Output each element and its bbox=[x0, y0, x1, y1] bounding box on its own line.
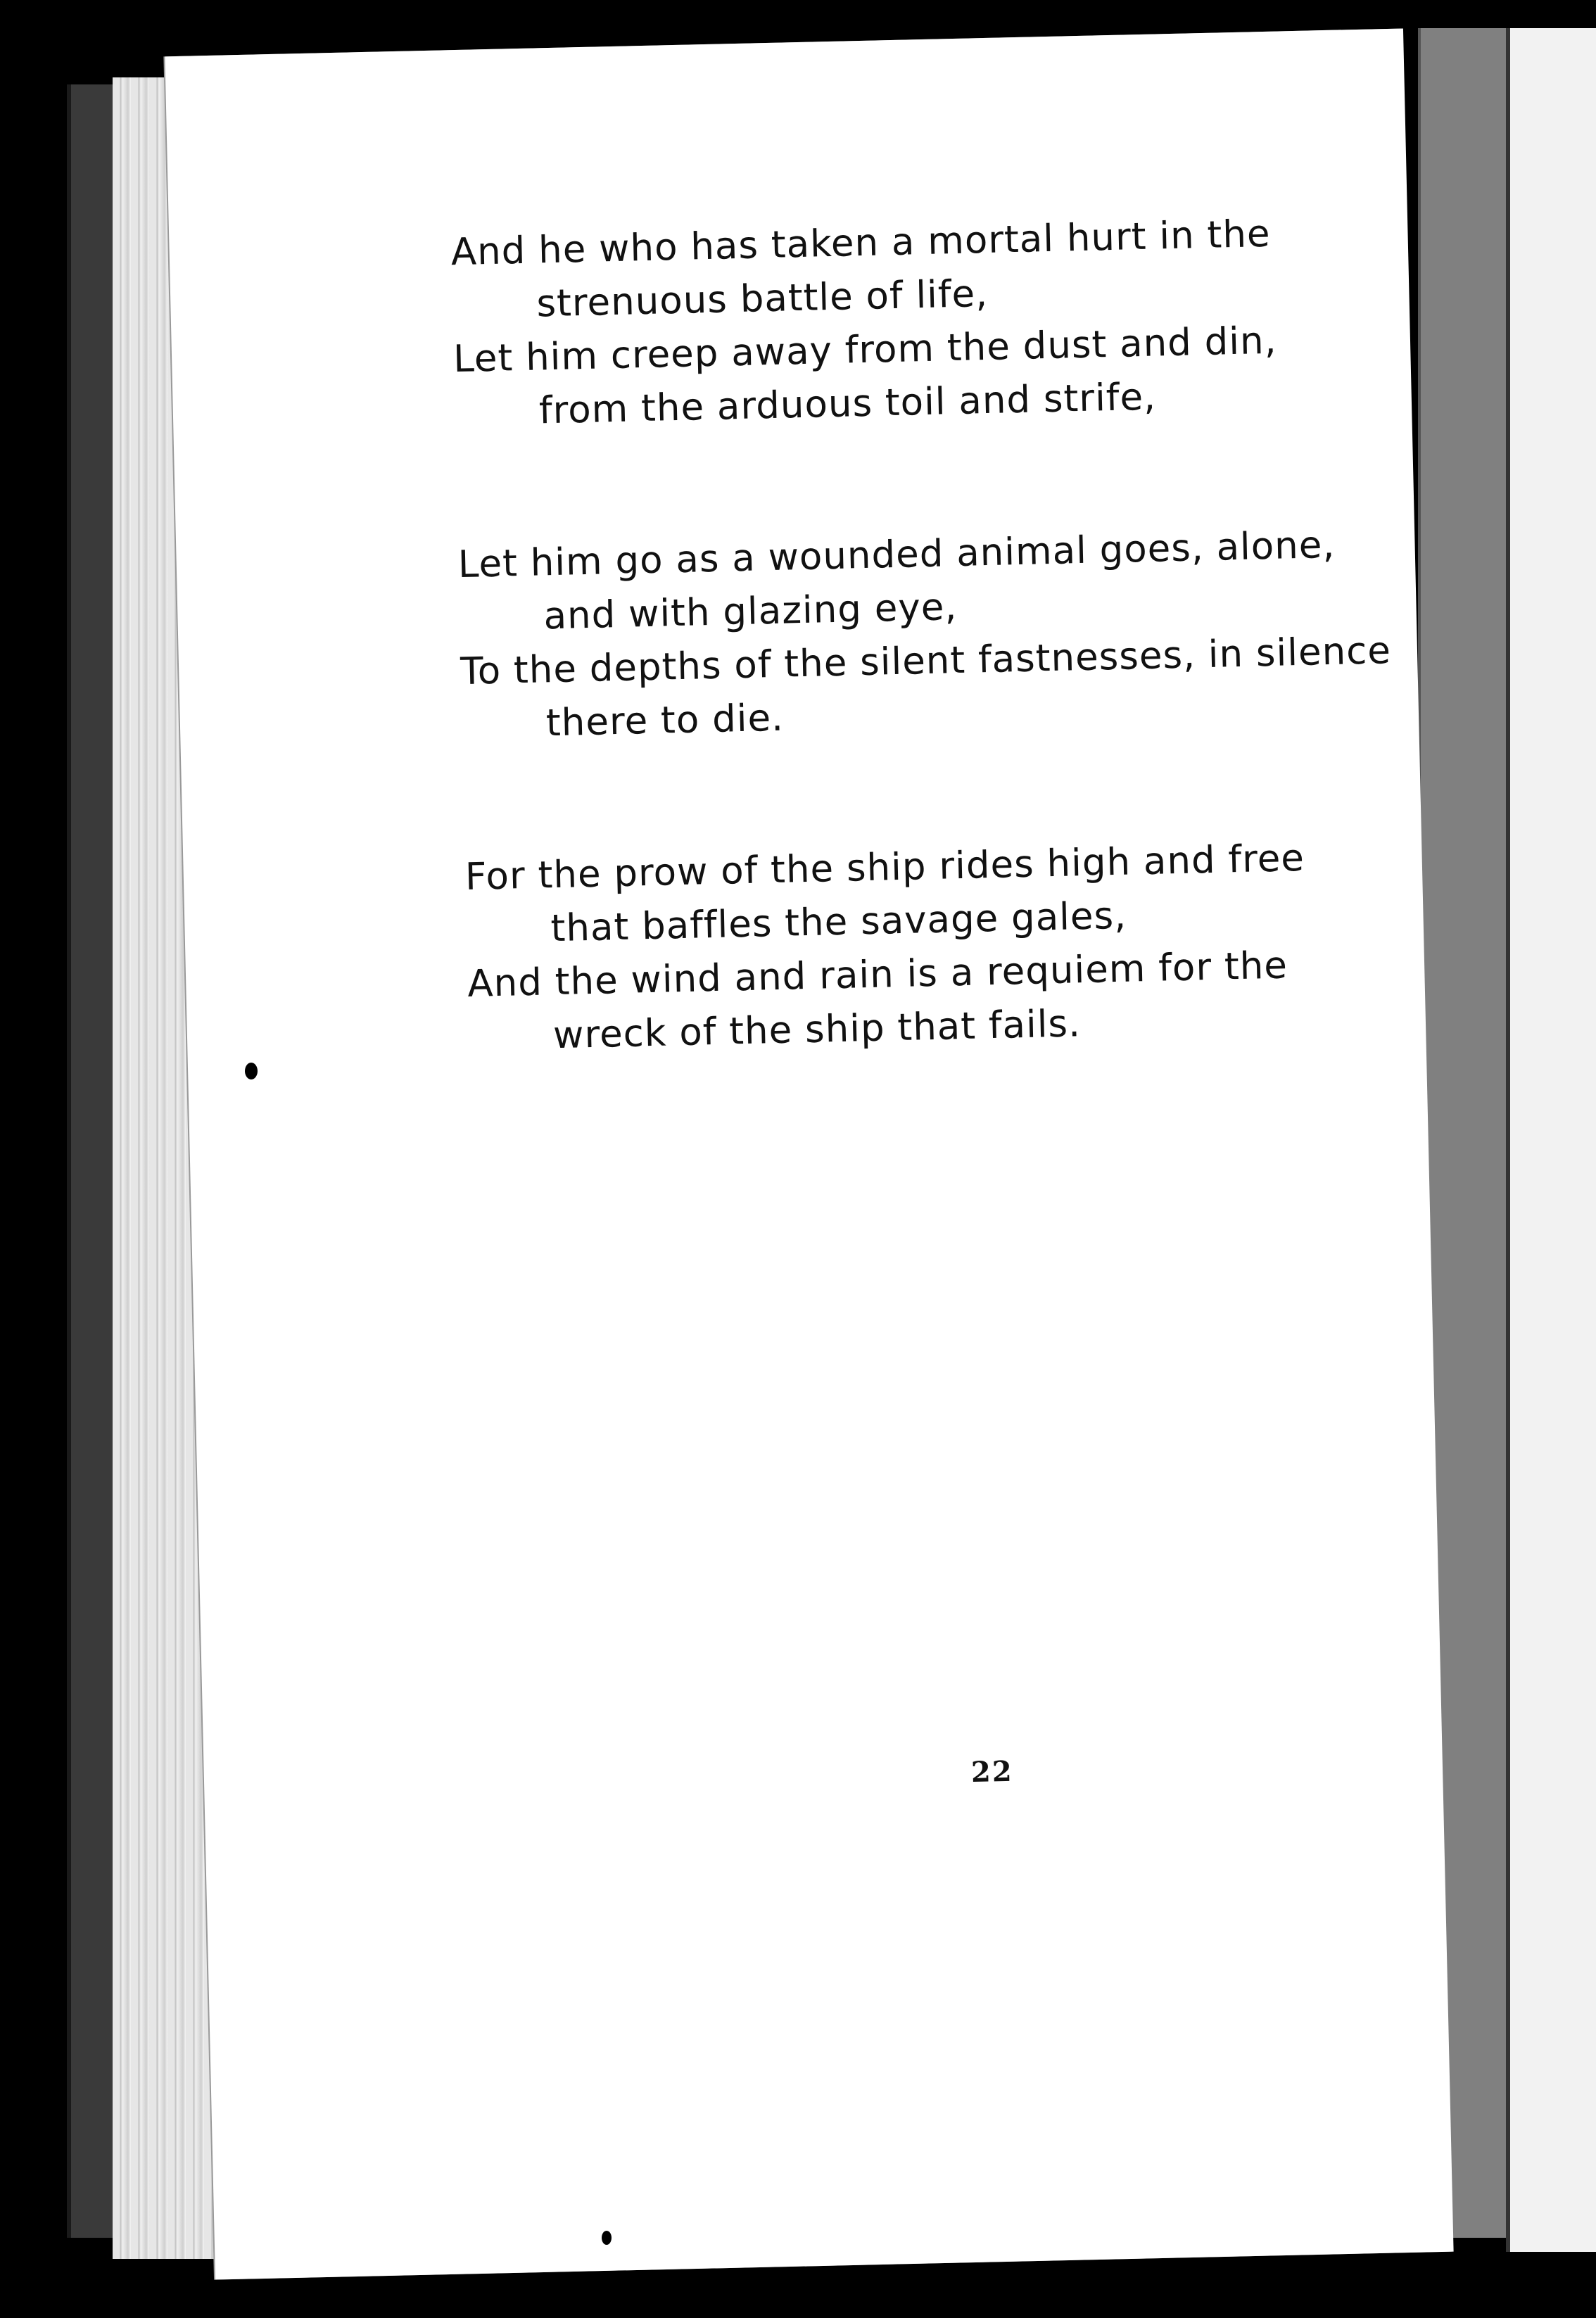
poem-line: Let him go as a wounded animal goes, alone, bbox=[457, 523, 1336, 587]
poem-line: that baffles the savage gales, bbox=[550, 894, 1127, 951]
poem-line: strenuous battle of life, bbox=[536, 272, 989, 326]
stanza-2 bbox=[457, 518, 1392, 752]
poem-line: and with glazing eye, bbox=[543, 585, 958, 638]
poem-text bbox=[450, 205, 1392, 1163]
page-number: 22 bbox=[970, 1754, 1014, 1790]
poem-line: Let him creep away from the dust and din, bbox=[452, 319, 1278, 381]
facing-page-edge bbox=[1506, 28, 1596, 2252]
poem-line: And the wind and rain is a requiem for the bbox=[467, 944, 1288, 1006]
book-page bbox=[165, 28, 1453, 2279]
stanza-1 bbox=[450, 205, 1370, 440]
poem-line: wreck of the ship that fails. bbox=[552, 1002, 1082, 1058]
scan-speck bbox=[602, 2231, 612, 2245]
poem-line: To the depths of the silent fastnesses, in silence bbox=[460, 629, 1392, 694]
poem-line: from the arduous toil and strife, bbox=[538, 375, 1157, 433]
poem-line: And he who has taken a mortal hurt in the bbox=[450, 212, 1272, 274]
scan-speck bbox=[245, 1063, 258, 1079]
stanza-3 bbox=[464, 830, 1384, 1065]
poem-line: there to die. bbox=[545, 696, 785, 745]
poem-line: For the prow of the ship rides high and free bbox=[464, 836, 1305, 899]
